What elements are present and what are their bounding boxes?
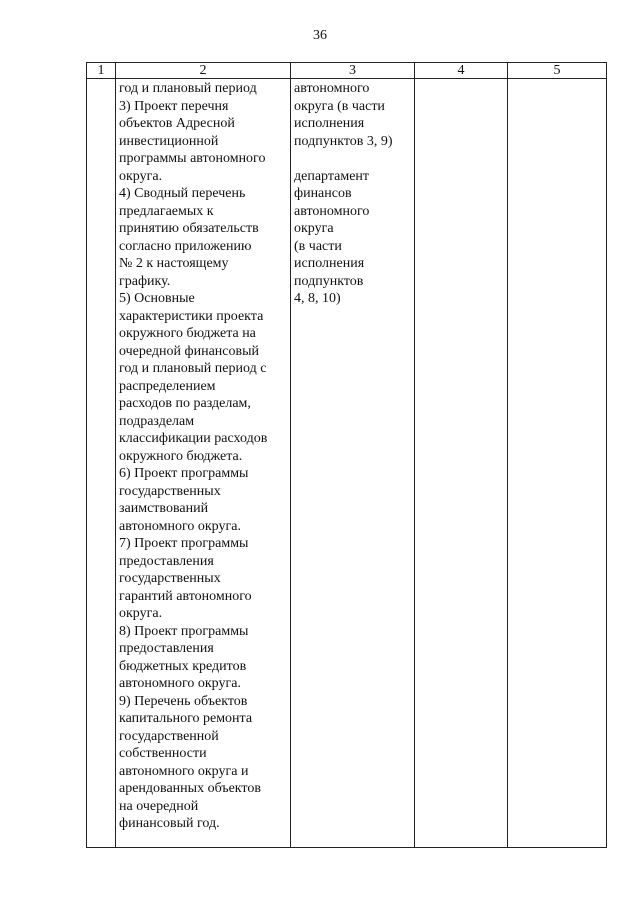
- text-line: собственности: [119, 746, 207, 761]
- text-line: согласно приложению: [119, 238, 252, 254]
- text-line: инвестиционной: [119, 133, 219, 149]
- text-line: округа.: [119, 606, 163, 621]
- text-line: предоставления: [119, 641, 214, 656]
- text-line: 6) Проект программы: [119, 466, 249, 481]
- text-line: капитального ремонта: [119, 711, 253, 726]
- text-line: расходов по разделам,: [119, 396, 251, 411]
- text-line: предлагаемых к: [119, 203, 214, 219]
- text-line: 4) Сводный перечень: [119, 186, 246, 201]
- text-line: (в части: [294, 238, 342, 254]
- column-header-1: 1: [87, 63, 116, 79]
- text-line: распределением: [119, 378, 216, 394]
- text-line: предоставления: [119, 553, 214, 569]
- text-line: 4, 8, 10): [294, 291, 341, 306]
- column-header-4: 4: [415, 63, 508, 79]
- text-line: округа.: [119, 168, 163, 184]
- text-line: автономного округа.: [119, 676, 241, 691]
- column-2-text: [116, 79, 290, 833]
- text-line: исполнения: [294, 256, 365, 271]
- column-5-cell: [508, 79, 607, 848]
- header-row: [87, 63, 607, 79]
- text-line: государственной: [119, 728, 219, 744]
- column-3-text: [291, 79, 414, 308]
- text-line: окружного бюджета.: [119, 448, 243, 464]
- text-line: год и плановый период: [119, 81, 257, 96]
- schedule-table: [86, 62, 607, 848]
- text-line: принятию обязательств: [119, 221, 259, 236]
- text-line: подпунктов 3, 9): [294, 133, 393, 149]
- text-line: классификации расходов: [119, 431, 268, 446]
- text-line: на очередной: [119, 798, 199, 814]
- text-line: арендованных объектов: [119, 781, 261, 796]
- text-line: объектов Адресной: [119, 116, 235, 131]
- text-line: бюджетных кредитов: [119, 658, 247, 674]
- text-line: государственных: [119, 571, 221, 586]
- text-line: автономного: [294, 81, 370, 96]
- column-4-cell: [415, 79, 508, 848]
- text-line: заимствований: [119, 501, 209, 516]
- text-line: округа (в части: [294, 98, 385, 114]
- page-number: 36: [313, 28, 327, 43]
- text-line: подпунктов: [294, 273, 364, 289]
- text-line: № 2 к настоящему: [119, 256, 229, 271]
- text-line: очередной финансовый: [119, 343, 260, 359]
- text-line: финансовый год.: [119, 816, 220, 831]
- text-line: окружного бюджета на: [119, 326, 256, 341]
- text-line: характеристики проекта: [119, 308, 264, 324]
- column-header-5: 5: [508, 63, 607, 79]
- column-1-cell: [87, 79, 116, 848]
- text-line: автономного округа.: [119, 518, 241, 534]
- text-line: автономного округа и: [119, 763, 249, 779]
- column-3-cell: [291, 79, 415, 848]
- text-line: исполнения: [294, 116, 365, 131]
- column-header-2: 2: [116, 63, 291, 79]
- column-header-3: 3: [291, 63, 415, 79]
- text-line: гарантий автономного: [119, 588, 252, 604]
- text-line: финансов: [294, 186, 352, 201]
- responsible-block-2: [294, 168, 414, 308]
- text-line: государственных: [119, 483, 221, 499]
- column-2-cell: [116, 79, 291, 848]
- text-line: округа: [294, 221, 334, 236]
- body-row: [87, 79, 607, 848]
- text-line: 3) Проект перечня: [119, 98, 229, 114]
- text-line: год и плановый период с: [119, 361, 267, 376]
- text-line: 9) Перечень объектов: [119, 693, 248, 709]
- text-line: подразделам: [119, 413, 195, 429]
- text-line: департамент: [294, 168, 370, 184]
- text-line: 7) Проект программы: [119, 536, 249, 551]
- text-line: 8) Проект программы: [119, 623, 249, 639]
- responsible-block-1: [294, 80, 414, 150]
- text-line: 5) Основные: [119, 291, 195, 306]
- text-line: графику.: [119, 273, 171, 289]
- text-line: автономного: [294, 203, 370, 219]
- text-line: программы автономного: [119, 151, 266, 166]
